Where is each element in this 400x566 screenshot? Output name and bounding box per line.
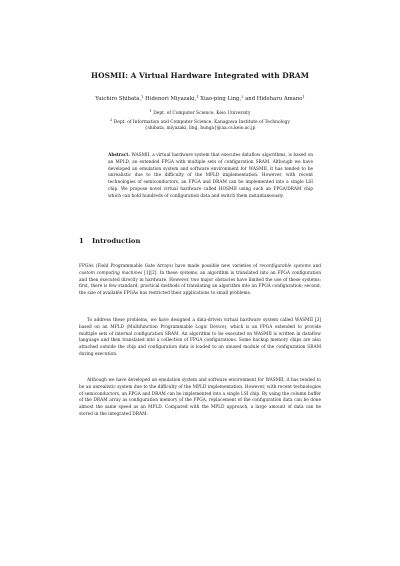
section-heading (79, 237, 140, 245)
author-name: Yuichiro Shibata, (95, 96, 142, 102)
author-list (0, 96, 400, 102)
affiliation-marker: 1 (141, 95, 144, 99)
emphasis-text: reconfigurable systems (259, 264, 311, 269)
abstract (108, 153, 313, 200)
paragraph-text: [1][2]. In these systems, an algorithm is translated into an FPGA configuration and then executed directly in hardware. However, two major obstacles have limited the use of these systems: first, there is few standard, practical methods of translating an algorithm into an FPGA configuration; second, the size of available FPGAs has restricted their applications to small problems. (79, 270, 321, 296)
affiliation-keio (0, 111, 400, 117)
paragraph-text: To address these problems, we have designed a data-driven virtual hardware system called WASMII [3] based on an MPLD (Multifunction Programmable Logic Device), which is an FPGA extended to provide multiple sets of internal configuration SRAM. An algorithm to be executed on WASMII is written in dataflow language and then translated into a collection of FPGA configurations. Some backup memory chips are also attached outside the chip and configuration data is loaded to an unused module of the configuration SRAM during execution. (79, 318, 321, 357)
section-title: Introduction (92, 237, 141, 245)
body-paragraph (79, 378, 321, 419)
section-number: 1 (79, 237, 84, 245)
author-name: Xiao-ping Ling, (200, 96, 242, 102)
affiliation-text: Dept. of Information and Computer Science, Kanagawa Institute of Technology (113, 120, 290, 125)
affiliation-marker: 2 (110, 118, 113, 122)
affiliation-marker: 1 (196, 95, 199, 99)
affiliation-marker: 1 (302, 95, 305, 99)
paragraph-text: and (312, 264, 321, 269)
abstract-label: Abstract. (108, 153, 130, 158)
author-emails: {shibata, miyazaki, ling, hunga}@aa.cs.keio.ac.jp (144, 126, 256, 131)
body-paragraph (79, 264, 321, 298)
affiliation-kanagawa (0, 120, 400, 126)
affiliation-marker: 2 (241, 95, 244, 99)
abstract-text: WASMII, a virtual hardware system that executes dataflow algorithms, is based on an MPLD, an extended FPGA with multiple sets of configuration SRAM. Although we have developed an emulation system and software environment for WASMII, it has tended to be unrealistic due to the difficulty of the MPLD implementation. However, with recent technologies of semiconductors, an FPGA and DRAM can be implemented into a single LSI chip. We propose novel virtual hardware called HOSMII using such an FPGA/DRAM chip which can hold hundreds of configuration data and switch them instantaneously. (108, 153, 313, 199)
body-paragraph (79, 318, 321, 359)
paper-title: HOSMII: A Virtual Hardware Integrated with DRAM (91, 71, 309, 80)
paragraph-text: FPGAs (Field Programmable Gate Arrays) have made possible new varieties of (79, 264, 258, 269)
author-name: Hideharu Amano (256, 96, 303, 102)
author-name: Hidenori Miyazaki, (145, 96, 197, 102)
affiliation-text: Dept. of Computer Science, Keio University (153, 111, 251, 116)
paragraph-text: Although we have developed an emulation system and software environment for WASMII, it has tended to be an unrealistic system due to the difficulty of the MPLD implementation. However, with recent technologies of semiconductors, an FPGA and DRAM can be implemented into a single LSI chip. By using the column buffer of the DRAM array as configuration memory of the FPGA, replacement of the configuration data can be done almost the same speed as an MPLD. Compared with the MPLD approach, a large amount of data can be stored in the integrated DRAM. (79, 378, 321, 417)
emphasis-text: custom computing machines (79, 270, 143, 276)
affiliation-marker: 1 (149, 109, 152, 113)
author-conjunction: and (245, 96, 256, 102)
